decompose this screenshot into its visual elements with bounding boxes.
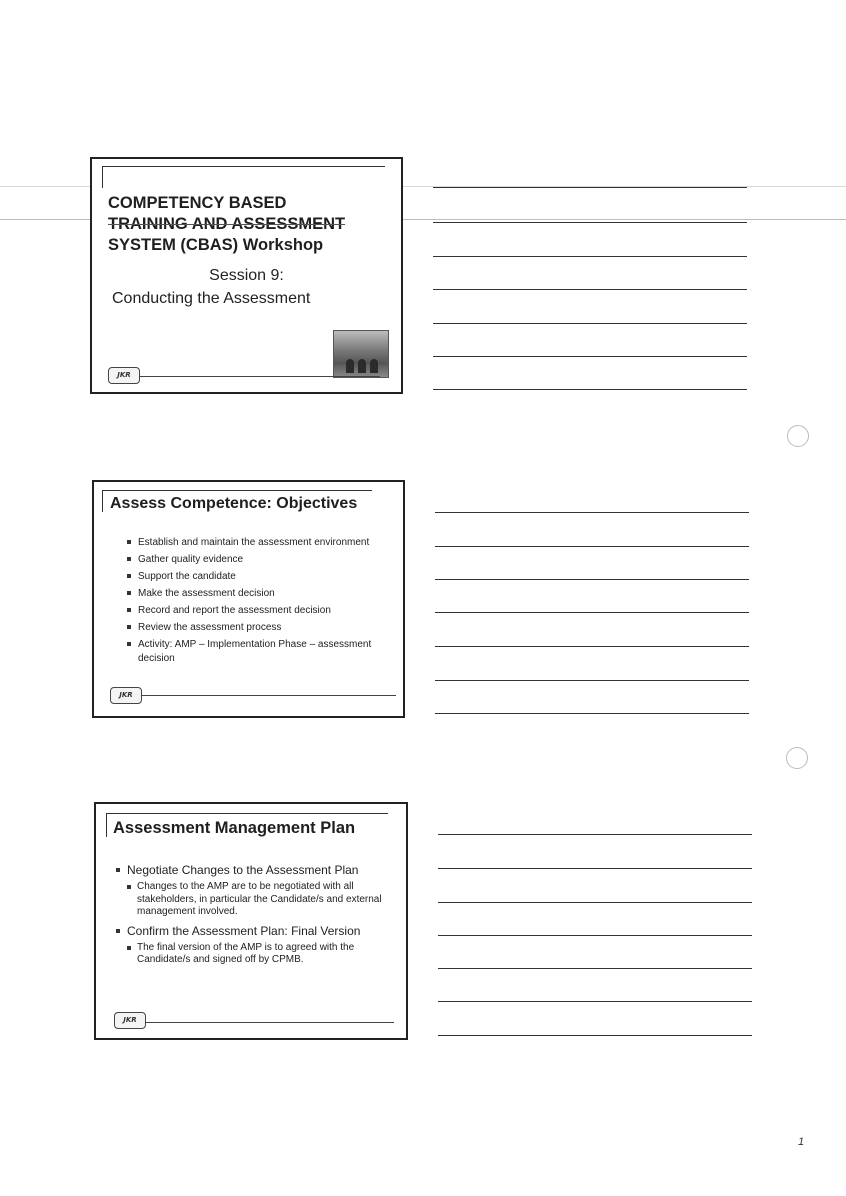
- workshop-title: COMPETENCY BASED TRAINING AND ASSESSMENT SYSTEM (CBAS) Workshop: [108, 194, 346, 254]
- list-item: Activity: AMP – Implementation Phase – assessment decision: [125, 638, 401, 665]
- slide-corner-rule: [102, 166, 385, 167]
- note-line: [433, 356, 747, 357]
- list-item: Gather quality evidence: [125, 553, 401, 566]
- session-label: Session 9:: [209, 267, 284, 284]
- jkr-logo: JKR: [114, 1012, 146, 1029]
- note-line: [433, 289, 747, 290]
- slide-footer-rule: [140, 376, 380, 377]
- slide-title: Assess Competence: Objectives: [110, 495, 358, 512]
- amp-content: [116, 862, 400, 967]
- slide-title: [90, 157, 403, 394]
- note-line: [438, 868, 752, 869]
- note-line: [435, 713, 749, 714]
- list-item: Confirm the Assessment Plan: Final Version: [116, 923, 367, 939]
- note-line: [435, 680, 749, 681]
- list-item: The final version of the AMP is to agreed with the Candidate/s and signed off by CPMB.: [116, 942, 391, 967]
- slide-title: Assessment Management Plan: [113, 819, 356, 837]
- page-number: 1: [798, 1136, 805, 1148]
- slide-corner-rule: [102, 490, 103, 512]
- slide-amp: [94, 802, 408, 1040]
- list-item: Record and report the assessment decision: [125, 604, 401, 617]
- note-line: [438, 834, 752, 835]
- note-line: [438, 902, 752, 903]
- note-line: [435, 646, 749, 647]
- objectives-list: [125, 536, 401, 665]
- note-line: [438, 1035, 752, 1036]
- slide-corner-rule: [102, 166, 103, 188]
- note-line: [435, 579, 749, 580]
- building-photo: [333, 330, 389, 378]
- note-line: [433, 323, 747, 324]
- note-line: [433, 222, 747, 223]
- session-subtitle: Conducting the Assessment: [112, 290, 311, 307]
- list-item: Review the assessment process: [125, 621, 401, 634]
- note-line: [433, 187, 747, 188]
- note-line: [433, 389, 747, 390]
- slide-footer-rule: [146, 1022, 394, 1023]
- list-item: Changes to the AMP are to be negotiated with all stakeholders, in particular the Candidate/s and external management involved.: [116, 881, 391, 919]
- slide-corner-rule: [106, 813, 388, 814]
- jkr-logo: JKR: [110, 687, 142, 704]
- list-item: Establish and maintain the assessment environment: [125, 536, 401, 549]
- note-line: [435, 512, 749, 513]
- note-line: [438, 968, 752, 969]
- list-item: Support the candidate: [125, 570, 401, 583]
- slide-objectives: [92, 480, 405, 718]
- note-line: [435, 612, 749, 613]
- list-item: Negotiate Changes to the Assessment Plan: [116, 862, 372, 878]
- slide-corner-rule: [106, 813, 107, 837]
- punch-hole: [786, 747, 808, 769]
- punch-hole: [787, 425, 809, 447]
- note-line: [433, 256, 747, 257]
- list-item: Make the assessment decision: [125, 587, 401, 600]
- note-line: [435, 546, 749, 547]
- slide-corner-rule: [102, 490, 372, 491]
- slide-footer-rule: [142, 695, 396, 696]
- jkr-logo: JKR: [108, 367, 140, 384]
- note-line: [438, 935, 752, 936]
- note-line: [438, 1001, 752, 1002]
